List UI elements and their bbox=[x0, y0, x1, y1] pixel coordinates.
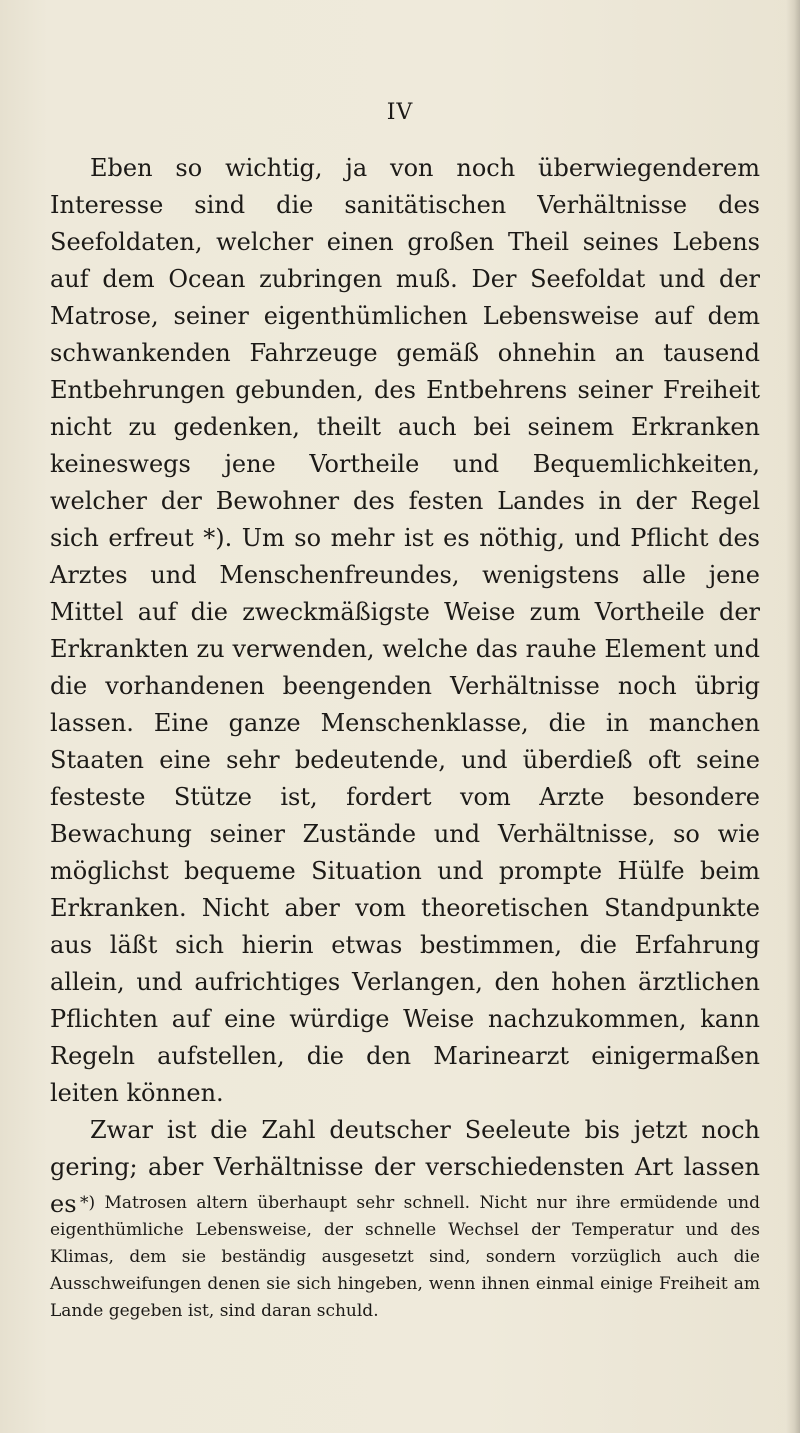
body-text bbox=[50, 150, 760, 1223]
footnote: *) Matrosen altern überhaupt sehr schnell. Nicht nur ihre ermüdende und eigenthümliche Lebensweise, der schnelle Wechsel der Temperatur und des Klimas, dem sie beständig ausgesetzt sind, sondern vorzüglich auch die Ausschweifungen denen sie sich hingeben, wenn ihnen einmal einige Freiheit am Lande gegeben ist, sind daran schuld. bbox=[50, 1193, 760, 1321]
paragraph-2: Zwar ist die Zahl deutscher Seeleute bis jetzt noch gering; aber Verhältnisse der verschiedensten Art lassen es bbox=[50, 1116, 760, 1218]
page-edge-shadow bbox=[786, 0, 800, 1433]
footnote-separator bbox=[50, 1068, 760, 1069]
paragraph-1: Eben so wichtig, ja von noch überwiegenderem Interesse sind die sanitätischen Verhältnisse des Seefoldaten, welcher einen großen Theil seines Lebens auf dem Ocean zubringen muß. Der Seefoldat und der Matrose, seiner eigenthümlichen Lebensweise auf dem schwankenden Fahrzeuge gemäß ohnehin an tausend Entbehrungen gebunden, des Entbehrens seiner Freiheit nicht zu gedenken, theilt auch bei seinem Erkranken keineswegs jene Vortheile und Bequemlichkeiten, welcher der Bewohner des festen Landes in der Regel sich erfreut *). Um so mehr ist es nöthig, und Pflicht des Arztes und Menschenfreundes, wenigstens alle jene Mittel auf die zweckmäßigste Weise zum Vortheile der Erkrankten zu verwenden, welche das rauhe Element und die vorhandenen beengenden Verhältnisse noch übrig lassen. Eine ganze Menschenklasse, die in manchen Staaten eine sehr bedeutende, und überdieß oft seine festeste Stütze ist, fordert vom Arzte besondere Bewachung seiner Zustände und Verhältnisse, so wie möglichst bequeme Situation und prompte Hülfe beim Erkranken. Nicht aber vom theoretischen Standpunkte aus läßt sich hierin etwas bestimmen, die Erfahrung allein, und aufrichtiges Verlangen, den hohen ärztlichen Pflichten auf eine würdige Weise nachzukommen, kann Regeln aufstellen, die den Marinearzt einigermaßen leiten können. bbox=[50, 154, 760, 1107]
page-number: IV bbox=[386, 100, 414, 125]
